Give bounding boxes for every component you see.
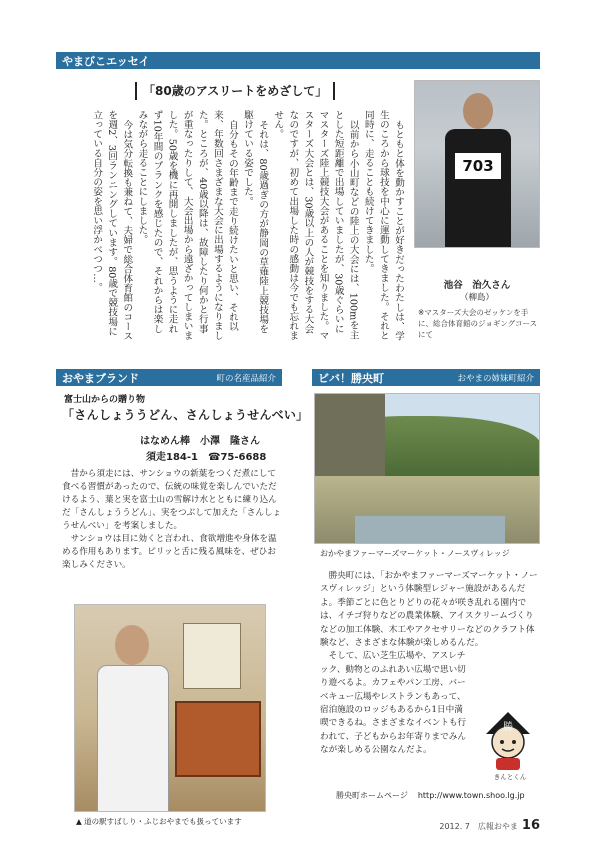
race-bib: 703: [455, 153, 501, 179]
shoo-paragraph: 勝央町には、「おかやまファーマーズマーケット・ノースヴィレッジ」という体験型レジャー施設があるんだよ。季節ごとに色とりどりの花々が咲き乱れる園内では、イチゴ狩りなどの農業体験、アイスクリームづくりなどの加工体験、木工やアクセサリーなどのクラフト体験など、さまざまな体験が楽しめるんだ。: [320, 571, 538, 649]
author-name: 池谷 治久さん: [443, 280, 511, 291]
brand-paragraph: 昔から須走には、サンショウの新葉をつくだ煮にして食べる習慣があったので、伝統の味覚を楽しんでいただけるよう、葉と実を富士山の雪解け水とともに練り込んだ「さんしょううどん」、実をつぶして加えた「さんしょうせんべい」を考案しました。: [62, 469, 282, 531]
page-footer: [439, 818, 540, 833]
shop-owner-photo: [74, 604, 266, 812]
essay-body: [58, 110, 406, 342]
store-address: 須走184-1 ☎75-6688: [146, 452, 267, 463]
brand-section-header: [56, 369, 282, 386]
issue-label: 2012. 7 広報おやま: [439, 822, 518, 831]
shop-photo-caption: ▲ 道の駅すばしり・ふじおやまでも扱っています: [76, 817, 242, 826]
store-name: はなめん棒 小澤 隆さん: [140, 436, 260, 447]
shoo-section-header: [312, 369, 540, 386]
runner-torso: [445, 129, 511, 248]
owner-torso: [97, 665, 169, 812]
essay-paragraph: それは、80歳過ぎの方が静岡の草薙陸上競技場を駆けている姿でした。: [242, 110, 269, 334]
runner-head: [463, 93, 493, 129]
mascot-kintokun-icon: [480, 708, 536, 772]
shoo-paragraph: そして、広い芝生広場や、アスレチック、動物とのふれあい広場で思い切り遊べるよ。カフェやパン工房、バーベキュー広場やレストランもあって、宿泊施設のロッジもあるから1日中満喫できるね。さまざまなイベントも行われて、子どもからお年寄りまでみんなが楽しめる公園なんだよ。: [320, 651, 467, 756]
essay-section-header: [56, 52, 540, 69]
shop-sign: [183, 623, 241, 689]
homepage-link[interactable]: http://www.town.shoo.lg.jp: [417, 791, 525, 800]
owner-head: [115, 625, 149, 665]
brand-subtitle: 富士山からの贈り物: [64, 395, 146, 405]
essay-title: 「80歳のアスリートをめざして」: [135, 82, 335, 100]
mascot-name: きんとくん: [493, 773, 527, 781]
park-pond: [355, 516, 505, 544]
author-photo: [414, 80, 540, 248]
essay-paragraph: 自分もその年齢まで走り続けたいと思い、それ以来、年数回さまざまな大会に出場するようになりました。ところが、40歳以降は、故障したり何かと行事が重なったりして、大会出場から遠ざかってしまいました。50歳を機に再開しましたが、思うように走れず10年間のブランクを感じたので、それからは楽しみながら走ることにしました。: [136, 110, 238, 341]
shoo-section-title: ビバ！勝央町: [318, 371, 384, 385]
brand-body: [62, 468, 282, 572]
owner-figure: [97, 625, 169, 812]
homepage-line: [336, 790, 525, 801]
park-photo-caption: おかやまファーマーズマーケット・ノースヴィレッジ: [320, 549, 510, 558]
runner-figure: [445, 93, 511, 248]
author-place: （柳島）: [459, 293, 494, 303]
brand-section-title: おやまブランド: [62, 371, 139, 385]
mascot-glyph: 勝: [503, 722, 513, 733]
photo-note: ※マスターズ大会のゼッケンを手に、総合体育館のジョギングコースにて: [418, 308, 538, 339]
essay-paragraph: もともと体を動かすことが好きだったわたしは、学生のころから球技を中心に運動してきました。それと同時に、走ることも続けてきました。: [362, 110, 404, 341]
product-shelf: [175, 701, 261, 777]
essay-section-title: やまびこエッセイ: [62, 54, 150, 68]
brand-paragraph: サンショウは目に効くと言われ、食欲増進や身体を温める作用もあります。ピリッと舌に残る風味を、ぜひお楽しみください。: [62, 534, 277, 570]
park-photo: [314, 393, 540, 544]
essay-paragraph: 以前から小山町などの陸上の大会には、100mを主とした短距離で出場していましたが、30歳ぐらいにマスターズ陸上競技大会があることを知りました。マスターズ大会とは、30歳以上の人が競技をする大会なのですが、初めて出場した時の感動は今でも忘れません。: [272, 110, 359, 341]
brand-title: 「さんしょううどん、さんしょうせんべい」: [62, 408, 309, 422]
homepage-label: 勝央町ホームページ: [336, 791, 408, 800]
shoo-section-subtitle: おやまの姉妹町紹介: [457, 373, 534, 384]
essay-paragraph: 今は気分転換も兼ねて、夫婦で総合体育館のコースを週2、3回ランニングしています。80歳で競技場に立っている自分の姿を思い浮かべつつ…。: [91, 110, 133, 341]
page-number: 16: [521, 818, 540, 833]
brand-section-subtitle: 町の名産品紹介: [216, 373, 276, 384]
